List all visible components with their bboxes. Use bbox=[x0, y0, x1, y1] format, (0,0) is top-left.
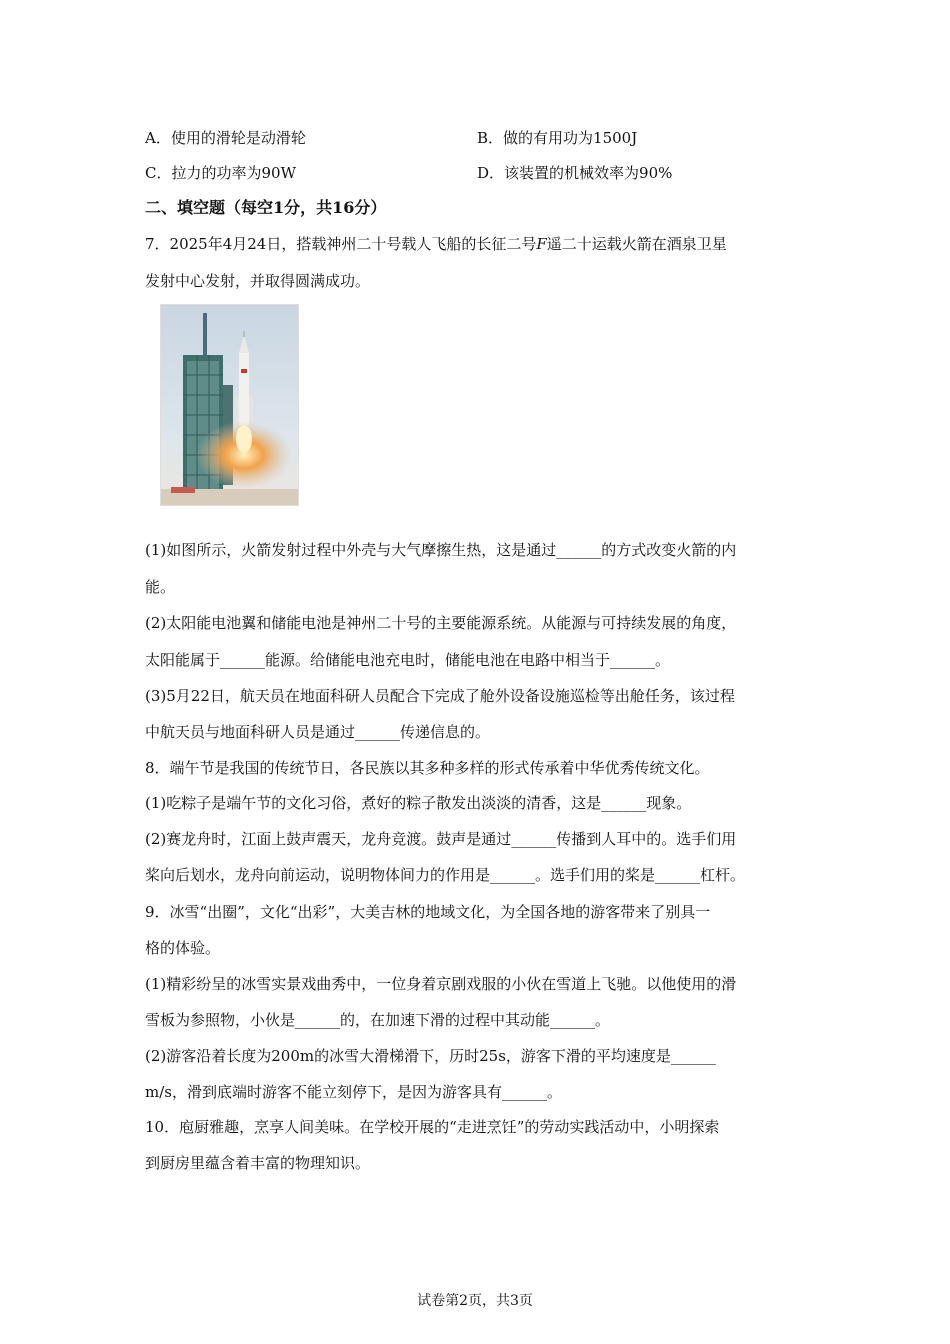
q7-sub3-line2: 中航天员与地面科研人员是通过______传递信息的。 bbox=[145, 723, 491, 741]
q10-stem-line1: 10．庖厨雅趣，烹享人间美味。在学校开展的“走进烹饪”的劳动实践活动中，小明探索 bbox=[145, 1118, 720, 1136]
q7-sub2-line1: (2)太阳能电池翼和储能电池是神州二十号的主要能源系统。从能源与可持续发展的角度， bbox=[145, 614, 737, 632]
q8-sub2-line1: (2)赛龙舟时，江面上鼓声震天，龙舟竞渡。鼓声是通过______传播到人耳中的。选手们用 bbox=[145, 830, 737, 848]
q8-sub2-line2: 桨向后划水，龙舟向前运动，说明物体间力的作用是______。选手们用的桨是______杠杆。 bbox=[145, 866, 746, 884]
q7-stem-part2: 遥二十运载火箭在酒泉卫星 bbox=[546, 235, 727, 253]
q8-stem: 8．端午节是我国的传统节日，各民族以其多种多样的形式传承着中华优秀传统文化。 bbox=[145, 759, 710, 777]
section-title: 二、填空题（每空1分，共16分） bbox=[145, 198, 387, 217]
q7-sub2-line2: 太阳能属于______能源。给储能电池充电时，储能电池在电路中相当于______。 bbox=[145, 651, 671, 669]
q9-sub1-line1: (1)精彩纷呈的冰雪实景戏曲秀中，一位身着京剧戏服的小伙在雪道上飞驰。以他使用的滑 bbox=[145, 975, 737, 993]
q7-sub1-line1: (1)如图所示，火箭发射过程中外壳与大气摩擦生热，这是通过______的方式改变火箭的内 bbox=[145, 541, 737, 559]
page-footer: 试卷第2页，共3页 bbox=[417, 1293, 533, 1309]
q7-stem-part1: 7．2025年4月24日，搭载神州二十号载人飞船的长征二号 bbox=[145, 235, 537, 253]
q7-stem-italic-f: F bbox=[536, 235, 547, 253]
q7-sub3-line1: (3)5月22日，航天员在地面科研人员配合下完成了舱外设备设施巡检等出舱任务，该过程 bbox=[145, 687, 735, 705]
q9-sub2-line2: m/s，滑到底端时游客不能立刻停下，是因为游客具有______。 bbox=[145, 1083, 562, 1101]
q7-stem-line1 bbox=[145, 234, 727, 254]
q7-sub1-line2: 能。 bbox=[145, 578, 176, 596]
option-b: B．做的有用功为1500J bbox=[477, 129, 638, 147]
q9-sub2-line1: (2)游客沿着长度为200m的冰雪大滑梯滑下，历时25s，游客下滑的平均速度是______ bbox=[145, 1047, 716, 1065]
rocket-launch-illustration bbox=[161, 305, 298, 505]
q9-stem-line2: 格的体验。 bbox=[145, 939, 221, 957]
q7-stem-line2: 发射中心发射，并取得圆满成功。 bbox=[145, 272, 371, 290]
q9-sub1-line2: 雪板为参照物，小伙是______的，在加速下滑的过程中其动能______。 bbox=[145, 1011, 611, 1029]
option-c: C．拉力的功率为90W bbox=[145, 164, 296, 182]
option-a: A．使用的滑轮是动滑轮 bbox=[145, 129, 306, 147]
q10-stem-line2: 到厨房里蕴含着丰富的物理知识。 bbox=[145, 1154, 371, 1172]
option-d: D．该装置的机械效率为90% bbox=[477, 164, 673, 182]
q9-stem-line1: 9．冰雪“出圈”，文化“出彩”，大美吉林的地域文化，为全国各地的游客带来了别具一 bbox=[145, 903, 711, 921]
rocket-launch-photo bbox=[160, 304, 299, 506]
q8-sub1: (1)吃粽子是端午节的文化习俗，煮好的粽子散发出淡淡的清香，这是______现象。 bbox=[145, 794, 692, 812]
